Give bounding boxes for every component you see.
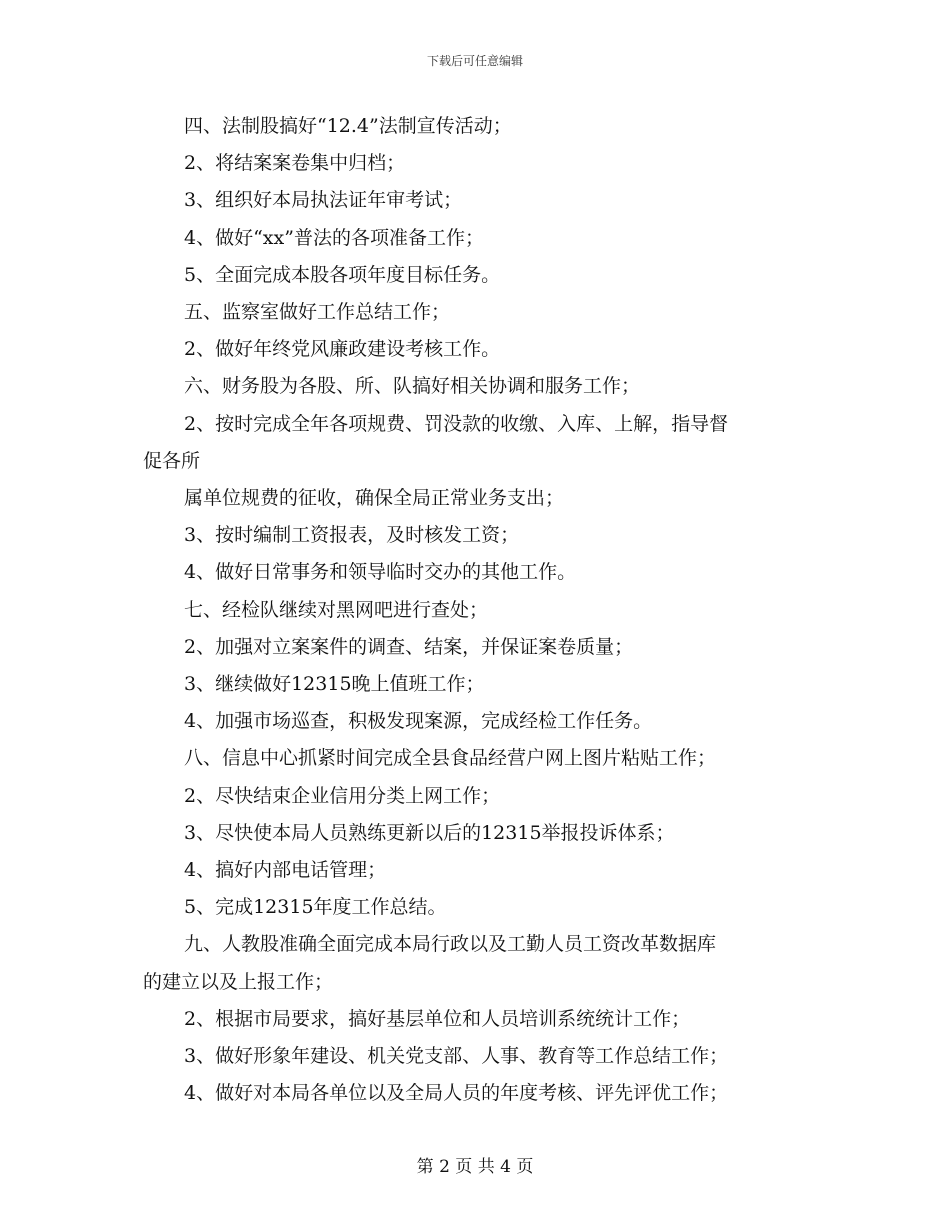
list-item: 4、加强市场巡查，积极发现案源，完成经检工作任务。: [184, 710, 653, 733]
list-item: 4、做好“xx”普法的各项准备工作；: [184, 226, 484, 249]
header-note: 下载后可任意编辑: [426, 54, 523, 68]
section-heading-5: 五、监察室做好工作总结工作；: [184, 301, 451, 324]
list-item-continuation: 属单位规费的征收，确保全局正常业务支出；: [184, 487, 565, 510]
section-heading-9: 九、人教股准确全面完成本局行政以及工勤人员工资改革数据库: [184, 933, 717, 956]
list-item: 2、做好年终党风廉政建设考核工作。: [184, 338, 501, 361]
section-heading-6: 六、财务股为各股、所、队搞好相关协调和服务工作；: [184, 375, 641, 398]
section-heading-continuation: 的建立以及上报工作；: [143, 970, 334, 993]
list-item: 4、做好日常事务和领导临时交办的其他工作。: [184, 561, 577, 584]
list-item: 2、尽快结束企业信用分类上网工作；: [184, 784, 501, 807]
list-item: 2、根据市局要求，搞好基层单位和人员培训系统统计工作；: [184, 1007, 691, 1030]
list-item: 3、做好形象年建设、机关党支部、人事、教育等工作总结工作；: [184, 1045, 729, 1068]
list-item: 2、加强对立案案件的调查、结案，并保证案卷质量；: [184, 635, 634, 658]
page-number: 第 2 页 共 4 页: [416, 1157, 534, 1177]
list-item: 5、全面完成本股各项年度目标任务。: [184, 263, 501, 286]
list-item: 4、做好对本局各单位以及全局人员的年度考核、评先评优工作；: [184, 1082, 729, 1105]
section-heading-8: 八、信息中心抓紧时间完成全县食品经营户网上图片粘贴工作；: [184, 747, 717, 770]
list-item: 3、尽快使本局人员熟练更新以后的12315举报投诉体系；: [184, 821, 675, 844]
list-item: 3、按时编制工资报表，及时核发工资；: [184, 524, 520, 547]
list-item-continuation: 促各所: [143, 449, 201, 472]
list-item: 2、按时完成全年各项规费、罚没款的收缴、入库、上解，指导督: [184, 412, 729, 435]
list-item: 4、搞好内部电话管理；: [184, 859, 387, 882]
list-item: 3、继续做好12315晚上值班工作；: [184, 673, 485, 696]
section-heading-4: 四、法制股搞好“12.4”法制宣传活动；: [184, 115, 512, 137]
list-item: 3、组织好本局执法证年审考试；: [184, 189, 463, 212]
document-body: [143, 108, 808, 1112]
list-item: 2、将结案案卷集中归档；: [184, 152, 406, 175]
list-item: 5、完成12315年度工作总结。: [184, 896, 447, 919]
section-heading-7: 七、经检队继续对黑网吧进行查处；: [184, 598, 489, 621]
